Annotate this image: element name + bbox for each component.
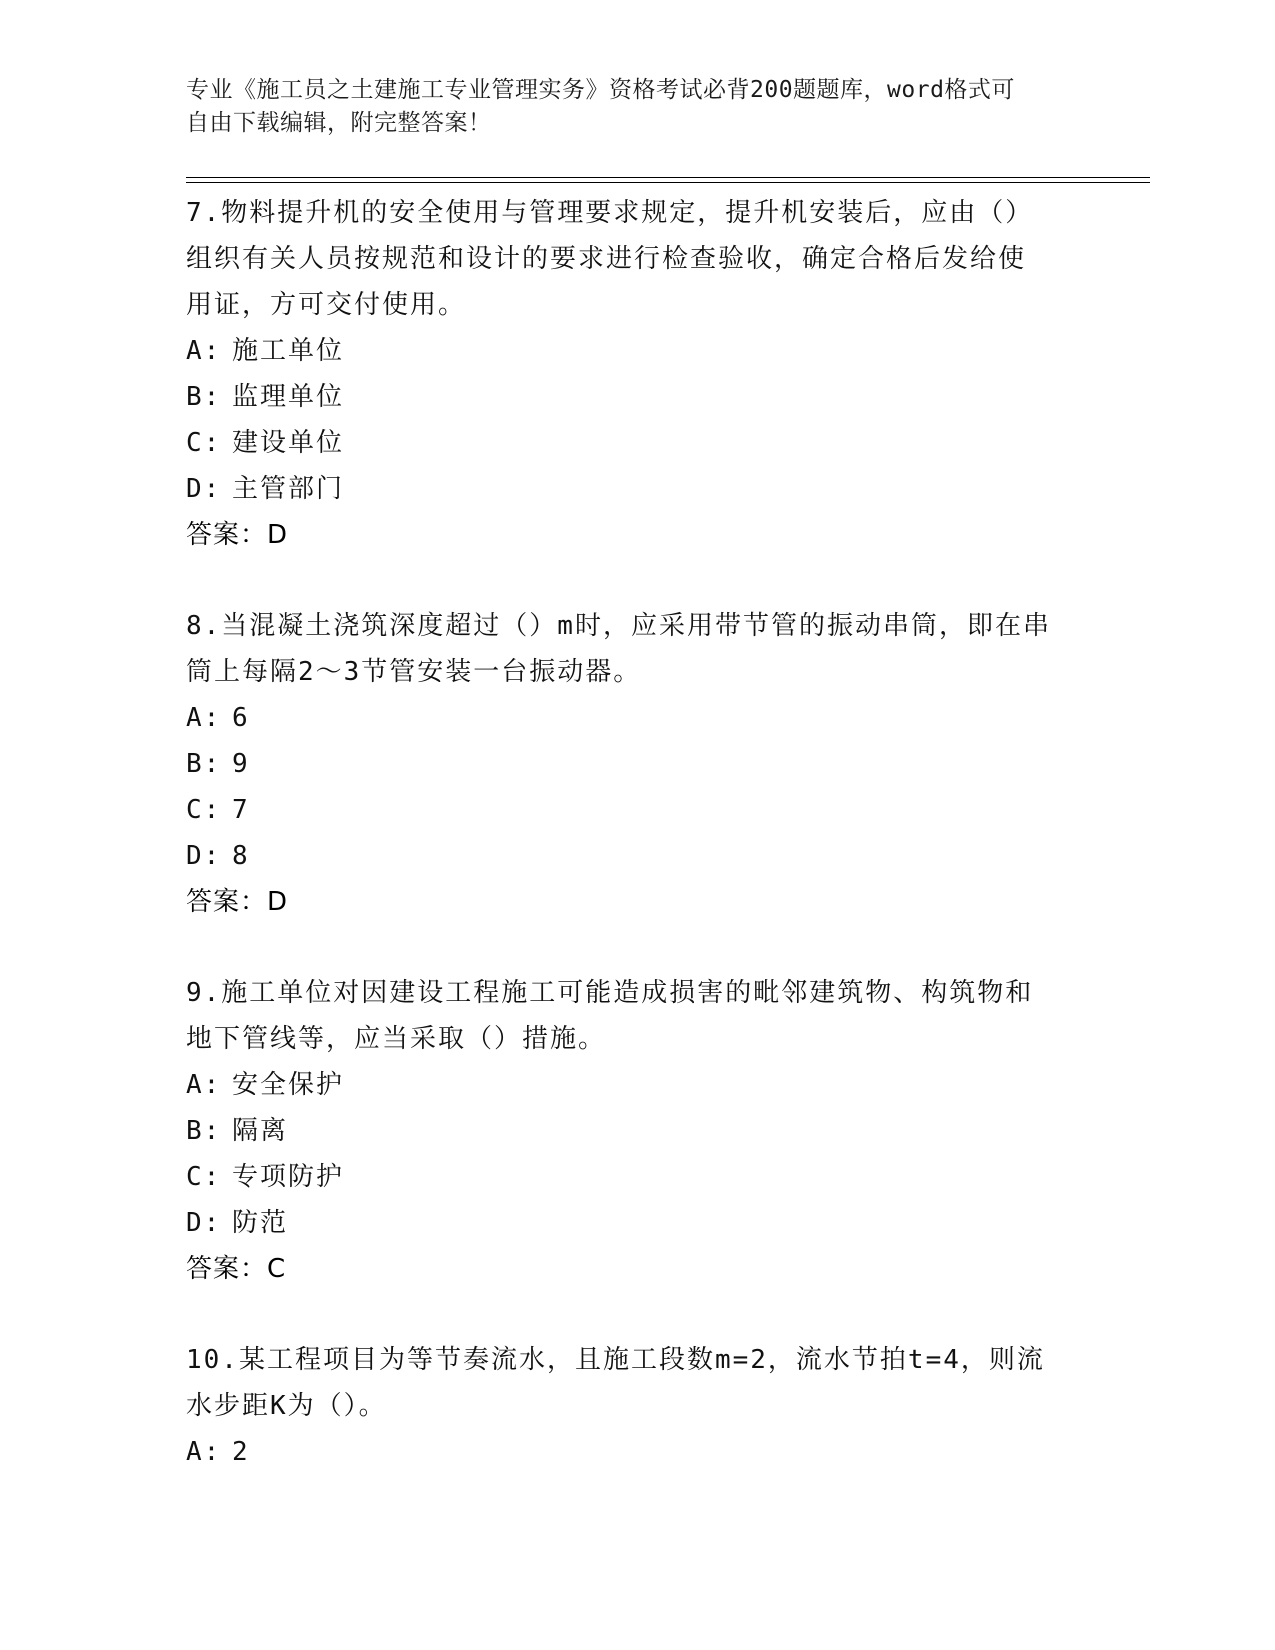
answer-label: 答案：D <box>186 887 289 917</box>
option-c <box>186 420 1086 466</box>
option-text: 9 <box>232 749 250 779</box>
option-c <box>186 787 1086 833</box>
option-d <box>186 833 1086 879</box>
question-stem-line: 用证，方可交付使用。 <box>186 290 467 320</box>
option-text: 主管部门 <box>232 474 345 504</box>
option-c <box>186 1154 1086 1200</box>
question-8 <box>186 603 1086 925</box>
option-text: 监理单位 <box>232 382 345 412</box>
option-a <box>186 695 1086 741</box>
option-text: 2 <box>232 1437 250 1467</box>
header-divider-bottom <box>186 182 1150 183</box>
option-letter: A: <box>186 1437 222 1467</box>
question-spacer <box>186 925 1086 970</box>
option-text: 安全保护 <box>232 1070 345 1100</box>
option-letter: D: <box>186 1208 222 1238</box>
question-stem-line: 地下管线等，应当采取（）措施。 <box>186 1024 607 1054</box>
option-d <box>186 466 1086 512</box>
question-9 <box>186 970 1086 1292</box>
header-line-2: 自由下载编辑，附完整答案！ <box>186 110 492 136</box>
option-letter: C: <box>186 795 222 825</box>
option-a <box>186 328 1086 374</box>
question-stem-line: 筒上每隔2～3节管安装一台振动器。 <box>186 657 642 687</box>
option-d <box>186 1200 1086 1246</box>
question-stem-line: 组织有关人员按规范和设计的要求进行检查验收，确定合格后发给使 <box>186 244 1027 274</box>
option-letter: A: <box>186 1070 222 1100</box>
question-list <box>186 190 1086 1475</box>
option-letter: A: <box>186 336 222 366</box>
question-spacer <box>186 1292 1086 1337</box>
option-text: 建设单位 <box>232 428 345 458</box>
question-stem-line: 8.当混凝土浇筑深度超过（）m时，应采用带节管的振动串筒，即在串 <box>186 611 1051 641</box>
answer-label: 答案：C <box>186 1254 287 1284</box>
option-text: 防范 <box>232 1208 289 1238</box>
document-header <box>186 74 1066 140</box>
option-letter: B: <box>186 382 222 412</box>
question-10 <box>186 1337 1086 1475</box>
option-letter: B: <box>186 1116 222 1146</box>
option-text: 6 <box>232 703 250 733</box>
option-a <box>186 1429 1086 1475</box>
option-text: 隔离 <box>232 1116 289 1146</box>
header-line-1: 专业《施工员之土建施工专业管理实务》资格考试必背200题题库，word格式可 <box>186 77 1015 103</box>
option-b <box>186 1108 1086 1154</box>
option-a <box>186 1062 1086 1108</box>
answer-label: 答案：D <box>186 520 289 550</box>
option-letter: B: <box>186 749 222 779</box>
question-stem-line: 水步距K为（）。 <box>186 1391 387 1421</box>
option-letter: C: <box>186 428 222 458</box>
option-letter: C: <box>186 1162 222 1192</box>
option-letter: D: <box>186 474 222 504</box>
option-letter: A: <box>186 703 222 733</box>
question-stem-line: 9.施工单位对因建设工程施工可能造成损害的毗邻建筑物、构筑物和 <box>186 978 1034 1008</box>
option-text: 专项防护 <box>232 1162 345 1192</box>
question-stem-line: 10.某工程项目为等节奏流水，且施工段数m=2，流水节拍t=4，则流 <box>186 1345 1045 1375</box>
header-divider-top <box>186 177 1150 178</box>
option-b <box>186 741 1086 787</box>
option-b <box>186 374 1086 420</box>
option-text: 施工单位 <box>232 336 345 366</box>
option-letter: D: <box>186 841 222 871</box>
question-7 <box>186 190 1086 558</box>
option-text: 7 <box>232 795 250 825</box>
question-spacer <box>186 558 1086 603</box>
option-text: 8 <box>232 841 250 871</box>
question-stem-line: 7.物料提升机的安全使用与管理要求规定，提升机安装后，应由（） <box>186 198 1034 228</box>
